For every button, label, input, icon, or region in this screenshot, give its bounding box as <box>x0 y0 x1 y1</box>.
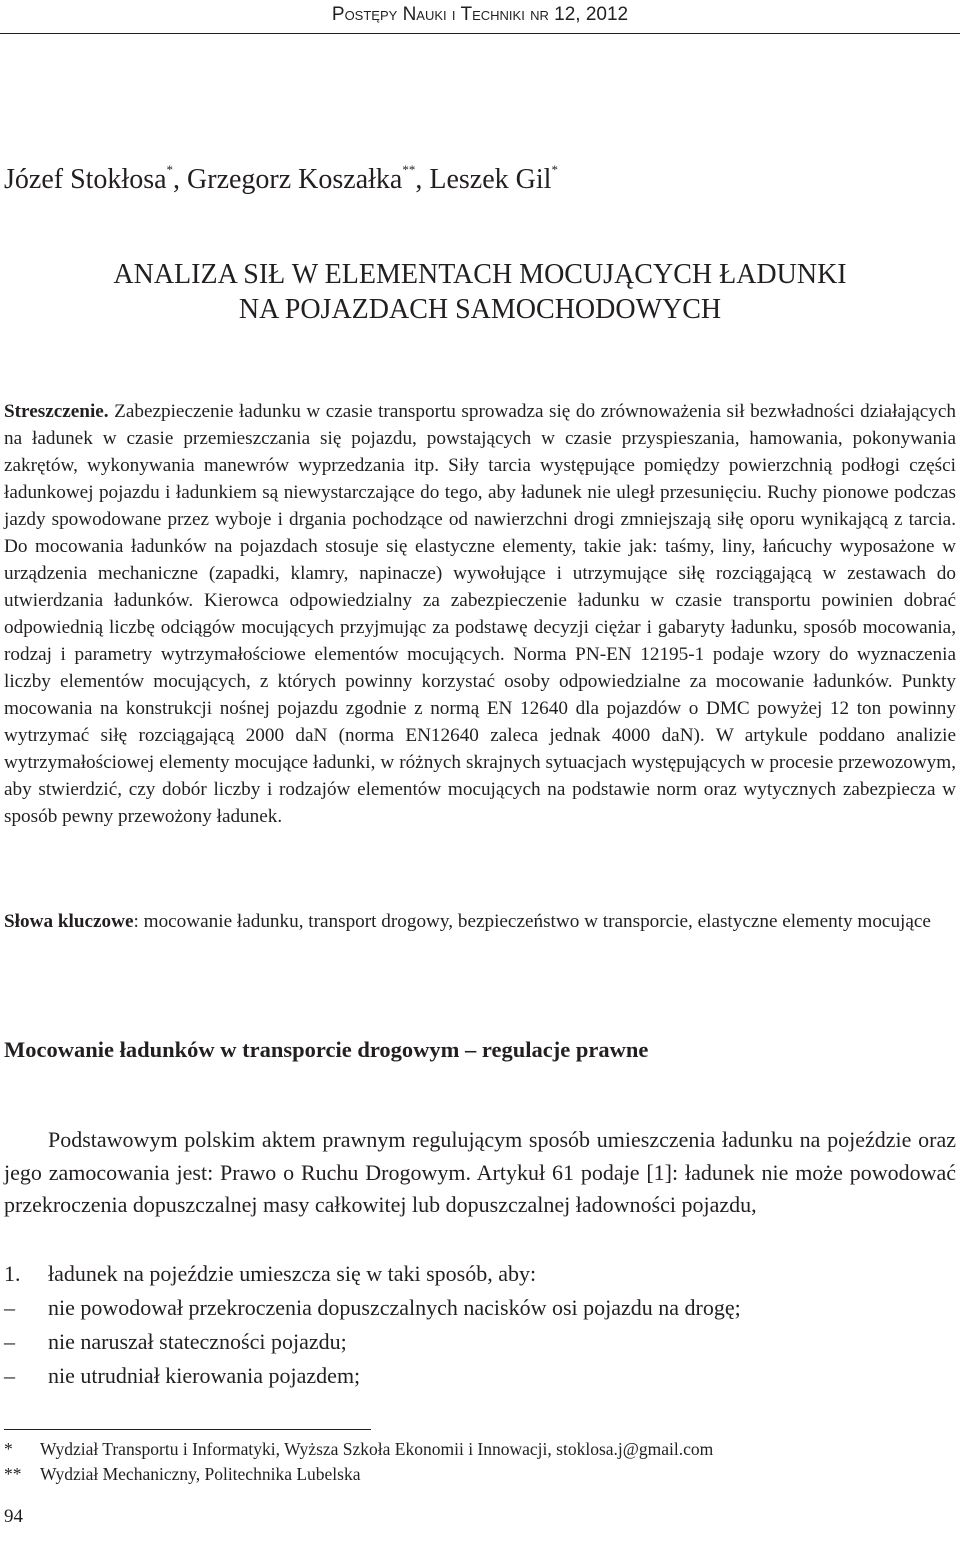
keywords <box>4 907 956 937</box>
footnote <box>4 1437 713 1462</box>
author-list <box>4 164 558 196</box>
section-heading: Mocowanie ładunków w transporcie drogowym – regulacje prawne <box>4 1037 649 1062</box>
author-1: Józef Stokłosa <box>4 164 167 195</box>
paper-title <box>0 257 960 327</box>
author-3: Leszek Gil <box>429 164 552 195</box>
author-3-affiliation-mark: * <box>551 162 558 177</box>
abstract-label: Streszczenie. <box>4 401 109 422</box>
list-item <box>4 1257 956 1291</box>
page-number: 94 <box>4 1506 23 1527</box>
footnotes <box>4 1437 713 1487</box>
list-item-text: ładunek na pojeździe umieszcza się w taki sposób, aby: <box>48 1261 537 1286</box>
author-1-affiliation-mark: * <box>166 162 174 177</box>
footnote-text: Wydział Mechaniczny, Politechnika Lubelska <box>40 1464 361 1484</box>
paper-title-line-1: ANALIZA SIŁ W ELEMENTACH MOCUJĄCYCH ŁADUNKI <box>113 259 847 290</box>
list-marker: 1. <box>4 1261 21 1286</box>
keywords-text: : mocowanie ładunku, transport drogowy, bezpieczeństwo w transporcie, elastyczne elementy mocujące <box>133 911 931 932</box>
paper-title-line-2: NA POJAZDACH SAMOCHODOWYCH <box>238 294 722 325</box>
author-separator: , <box>173 164 188 195</box>
keywords-label: Słowa kluczowe <box>4 911 134 932</box>
abstract-text: Zabezpieczenie ładunku w czasie transportu sprowadza się do zrównoważenia sił bezwładności działających na ładunek w czasie przemieszczania się pojazdu, powstających w czasie przyspieszania, hamowania, pokonywania zakrętów, wykonywania manewrów wyprzedzania itp. Siły tarcia występujące pomiędzy powierzchnią podłogi części ładunkowej pojazdu i ładunkiem są niewystarczające do tego, aby ładunek nie uległ przesunięciu. Ruchy pionowe podczas jazdy spowodowane przez wyboje i drgania pochodzące od nawierzchni drogi zmniejszają siłę oporu wynikającą z tarcia. Do mocowania ładunków na pojazdach stosuje się elastyczne elementy, takie jak: taśmy, liny, łańcuchy wyposażone w urządzenia mechaniczne (zapadki, klamry, napinacze) wywołujące i utrzymujące siłę rozciągającą w zestawach do utwierdzania ładunków. Kierowca odpowiedzialny za zabezpieczenie ładunku w czasie transportu powinien dobrać odpowiednią liczbę odciągów mocujących przyjmując za podstawę decyzji ciężar i gabaryty ładunku, sposób mocowania, rodzaj i parametry wytrzymałościowe elementów mocujących. Norma PN-EN 12195-1 podaje wzory do wyznaczenia liczby elementów mocujących, z których powinny korzystać osoby odpowiedzialne za mocowanie ładunków. Punkty mocowania na konstrukcji nośnej pojazdu zgodnie z normą EN 12640 dla pojazdów o DMC powyżej 12 ton powinny wytrzymać siłę rozciągającą 2000 daN (norma EN12640 zaleca jednak 4000 daN). W artykule poddano analizie wytrzymałościowej elementy mocujące ładunki, w różnych skrajnych sytuacjach występujących w procesie przewozowym, aby stwierdzić, czy dobór liczby i rodzajów elementów mocujących na podstawie norm oraz wytycznych zabezpiecza w sposób pewny przewożony ładunek. <box>4 401 956 827</box>
list-item-text: nie powodował przekroczenia dopuszczalnych nacisków osi pojazdu na drogę; <box>48 1295 741 1320</box>
list-marker: – <box>4 1363 15 1388</box>
author-separator: , <box>415 164 430 195</box>
list-item-text: nie utrudniał kierowania pojazdem; <box>48 1363 361 1388</box>
body-text <box>4 1124 956 1222</box>
list-item <box>4 1325 956 1359</box>
list-item <box>4 1359 956 1393</box>
list-item-text: nie naruszał stateczności pojazdu; <box>48 1329 347 1354</box>
running-title: Postępy Nauki i Techniki nr 12, 2012 <box>331 4 629 25</box>
footnote <box>4 1462 713 1487</box>
footnote-marker: ** <box>4 1464 22 1484</box>
footnote-text: Wydział Transportu i Informatyki, Wyższa Szkoła Ekonomii i Innowacji, stoklosa.j@gmail.com <box>40 1439 714 1459</box>
list-marker: – <box>4 1295 15 1320</box>
abstract <box>4 398 956 830</box>
header-rule <box>0 33 960 34</box>
list-item <box>4 1291 956 1325</box>
list-marker: – <box>4 1329 15 1354</box>
author-2-affiliation-mark: ** <box>402 162 416 177</box>
body-paragraph: Podstawowym polskim aktem prawnym regulującym sposób umieszczenia ładunku na pojeździe oraz jego zamocowania jest: Prawo o Ruchu Drogowym. Artykuł 61 podaje [1]: ładunek nie może powodować przekroczenia dopuszczalnej masy całkowitej lub dopuszczalnej ładowności pojazdu, <box>4 1127 956 1217</box>
regulation-list <box>4 1257 956 1393</box>
author-2: Grzegorz Koszałka <box>187 164 403 195</box>
footnote-rule <box>4 1429 371 1430</box>
footnote-marker: * <box>4 1439 13 1459</box>
